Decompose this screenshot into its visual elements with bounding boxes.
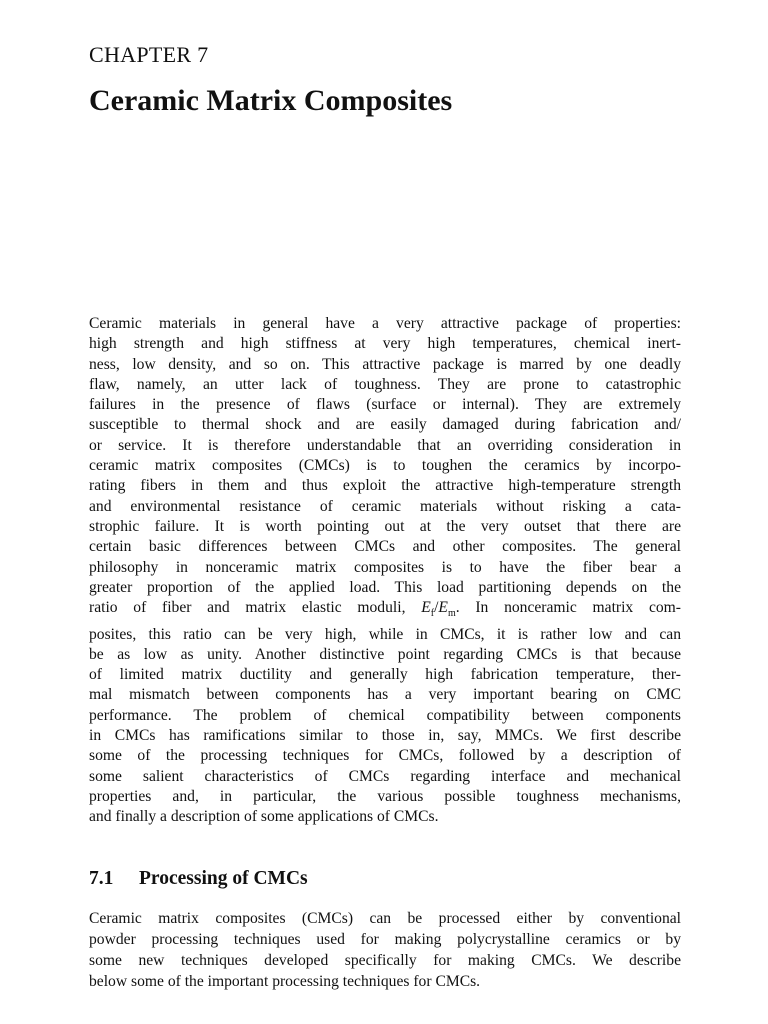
- text-line-moduli: [89, 598, 681, 624]
- text-line: performance. The problem of chemical compatibility between components: [89, 706, 681, 724]
- section-paragraph: [89, 908, 681, 992]
- text-line: ness, low density, and so on. This attractive package is marred by one deadly: [89, 355, 681, 373]
- text-line: below some of the important processing techniques for CMCs.: [89, 973, 481, 990]
- chapter-label: CHAPTER 7: [89, 42, 209, 67]
- text-line: flaw, namely, an utter lack of toughness. They are prone to catastrophic: [89, 375, 681, 393]
- intro-paragraph: [89, 314, 681, 828]
- text-line: some new techniques developed specifically for making CMCs. We describe: [89, 952, 681, 969]
- text-line: some salient characteristics of CMCs regarding interface and mechanical: [89, 767, 681, 785]
- text-fragment: . In nonceramic matrix com-: [455, 599, 681, 617]
- text-line: high strength and high stiffness at very high temperatures, chemical inert-: [89, 335, 681, 353]
- text-line: of limited matrix ductility and generally high fabrication temperature, ther-: [89, 666, 681, 684]
- text-line: rating fibers in them and thus exploit the attractive high-temperature strength: [89, 477, 681, 495]
- matrix-subscript: m: [447, 608, 456, 620]
- text-line: ceramic matrix composites (CMCs) is to toughen the ceramics by incorpo-: [89, 457, 681, 475]
- text-line: powder processing techniques used for making polycrystalline ceramics or by: [89, 931, 681, 948]
- text-fragment: ratio of fiber and matrix elastic moduli,: [89, 599, 422, 617]
- fiber-subscript: f: [430, 608, 435, 620]
- text-line: and finally a description of some applications of CMCs.: [89, 808, 439, 826]
- text-line: greater proportion of the applied load. This load partitioning depends on the: [89, 578, 681, 596]
- text-line: strophic failure. It is worth pointing out at the very outset that there are: [89, 517, 681, 535]
- ratio-slash: /: [434, 599, 439, 617]
- text-line: and environmental resistance of ceramic materials without risking a cata-: [89, 497, 681, 515]
- text-line: Ceramic matrix composites (CMCs) can be processed either by conventional: [89, 910, 681, 927]
- text-line: or service. It is therefore understandable that an overriding consideration in: [89, 436, 681, 454]
- text-line: posites, this ratio can be very high, while in CMCs, it is rather low and can: [89, 625, 681, 643]
- text-line: certain basic differences between CMCs and other composites. The general: [89, 538, 681, 556]
- section-number: 7.1: [89, 868, 114, 889]
- text-line: some of the processing techniques for CMCs, followed by a description of: [89, 747, 681, 765]
- text-line: Ceramic materials in general have a very attractive package of properties:: [89, 315, 681, 332]
- fiber-modulus-symbol: E: [421, 599, 431, 617]
- text-line: failures in the presence of flaws (surface or internal). They are extremely: [89, 396, 681, 414]
- text-line: mal mismatch between components has a very important bearing on CMC: [89, 686, 681, 704]
- text-line: be as low as unity. Another distinctive point regarding CMCs is that because: [89, 645, 681, 663]
- section-title: Processing of CMCs: [139, 868, 308, 889]
- text-line: properties and, in particular, the various possible toughness mechanisms,: [89, 787, 681, 805]
- chapter-title: Ceramic Matrix Composites: [89, 84, 453, 117]
- text-line: susceptible to thermal shock and are easily damaged during fabrication and/: [89, 416, 681, 434]
- matrix-modulus-symbol: E: [438, 599, 448, 617]
- text-line: philosophy in nonceramic matrix composites is to have the fiber bear a: [89, 558, 681, 576]
- section-heading: [89, 868, 308, 890]
- text-line: in CMCs has ramifications similar to those in, say, MMCs. We first describe: [89, 727, 681, 745]
